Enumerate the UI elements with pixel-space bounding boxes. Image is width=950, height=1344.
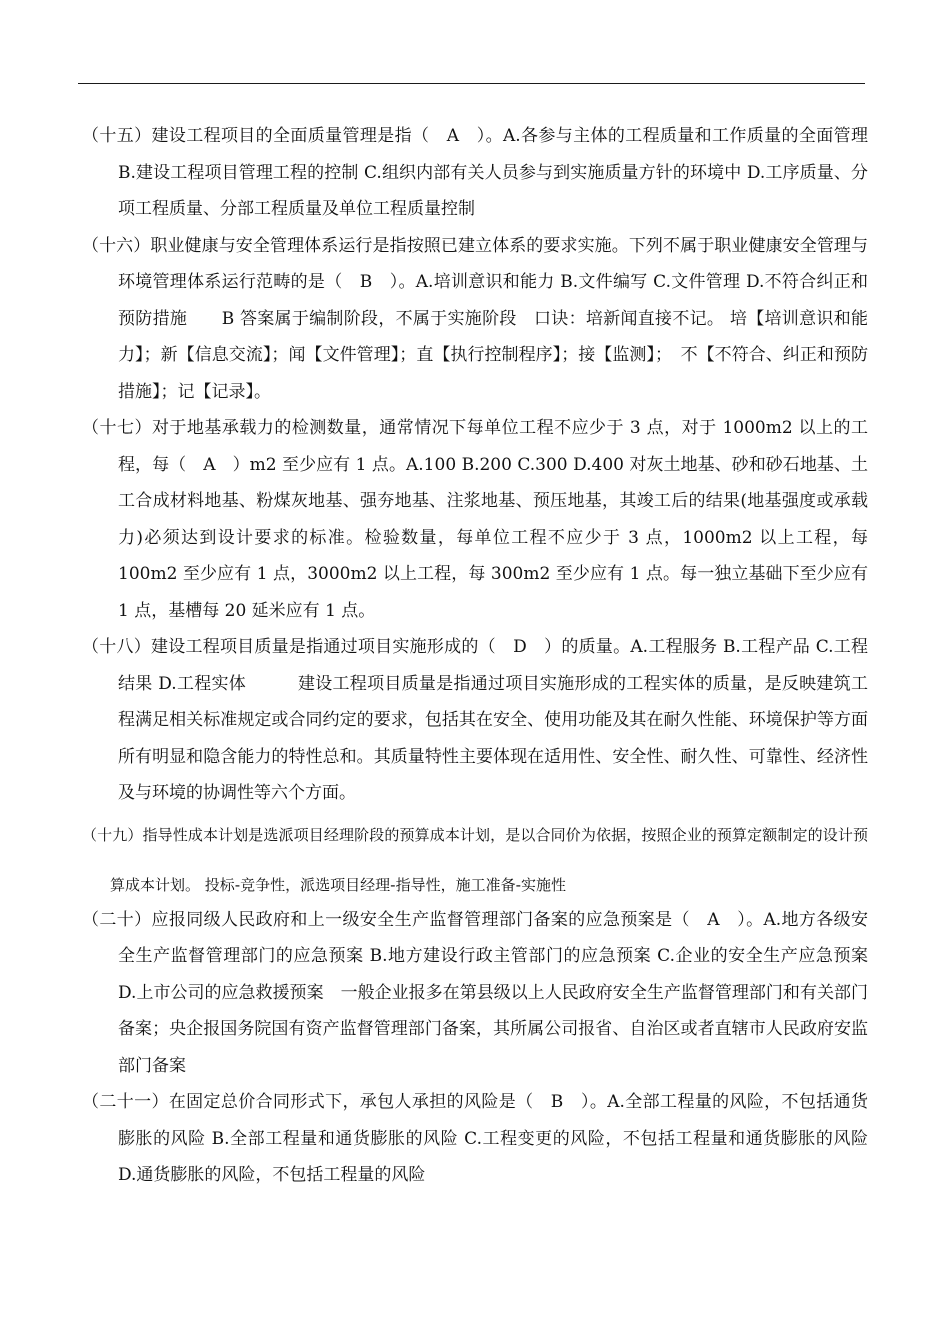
question-16: [82, 228, 868, 411]
question-text: （二十一）在固定总价合同形式下，承包人承担的风险是（ B ）。A.全部工程量的风险，不包括通货膨胀的风险 B.全部工程量和通货膨胀的风险 C.工程变更的风险，不包括工程量和通货膨胀的风险 D.通货膨胀的风险，不包括工程量的风险: [82, 1092, 868, 1185]
question-18: [82, 629, 868, 812]
question-17: [82, 410, 868, 629]
question-text: （十九）指导性成本计划是选派项目经理阶段的预算成本计划，是以合同价为依据，按照企业的预算定额制定的设计预算成本计划。 投标-竞争性，派选项目经理-指导性，施工准备-实施性: [82, 825, 868, 894]
question-15: [82, 118, 868, 228]
question-text: （二十）应报同级人民政府和上一级安全生产监督管理部门备案的应急预案是（ A ）。A.地方各级安全生产监督管理部门的应急预案 B.地方建设行政主管部门的应急预案 C.企业的安全生产应急预案 D.上市公司的应急救援预案 一般企业报多在第县级以上人民政府安全生产监督管理部门和有关部门备案；央企报国务院国有资产监督管理部门备案，其所属公司报省、自治区或者直辖市人民政府安监部门备案: [82, 909, 868, 1076]
question-text: （十八）建设工程项目质量是指通过项目实施形成的（ D ）的质量。A.工程服务 B.工程产品 C.工程结果 D.工程实体 建设工程项目质量是指通过项目实施形成的工程实体的质量，是反映建筑工程满足相关标准规定或合同约定的要求，包括其在安全、使用功能及其在耐久性能、环境保护等方面所有明显和隐含能力的特性总和。其质量特性主要体现在适用性、安全性、耐久性、可靠性、经济性及与环境的协调性等六个方面。: [82, 637, 868, 803]
question-20: [82, 902, 868, 1085]
question-21: [82, 1084, 868, 1194]
question-text: （十七）对于地基承载力的检测数量，通常情况下每单位工程不应少于 3 点，对于 1000m2 以上的工程，每（ A ）m2 至少应有 1 点。A.100 B.200 C.300 D.400 对灰土地基、砂和砂石地基、土工合成材料地基、粉煤灰地基、强夯地基、注浆地基、预压地基，其竣工后的结果(地基强度或承载力)必须达到设计要求的标准。检验数量，每单位工程不应少于 3 点，1000m2 以上工程，每 100m2 至少应有 1 点，3000m2 以上工程，每 300m2 至少应有 1 点。每一独立基础下至少应有 1 点，基槽每 20 延米应有 1 点。: [82, 418, 868, 621]
question-19: [82, 810, 868, 910]
question-text: （十五）建设工程项目的全面质量管理是指（ A ）。A.各参与主体的工程质量和工作质量的全面管理 B.建设工程项目管理工程的控制 C.组织内部有关人员参与到实施质量方针的环境中 D.工序质量、分项工程质量、分部工程质量及单位工程质量控制: [82, 126, 868, 219]
header-rule: [78, 83, 865, 84]
document-body: [82, 118, 868, 1194]
question-text: （十六）职业健康与安全管理体系运行是指按照已建立体系的要求实施。下列不属于职业健康安全管理与环境管理体系运行范畴的是（ B ）。A.培训意识和能力 B.文件编写 C.文件管理 D.不符合纠正和预防措施 B 答案属于编制阶段，不属于实施阶段 口诀：培新闻直接不记。 培【培训意识和能力】；新【信息交流】；闻【文件管理】；直【执行控制程序】；接【监测】； 不【不符合、纠正和预防措施】；记【记录】。: [82, 235, 868, 402]
